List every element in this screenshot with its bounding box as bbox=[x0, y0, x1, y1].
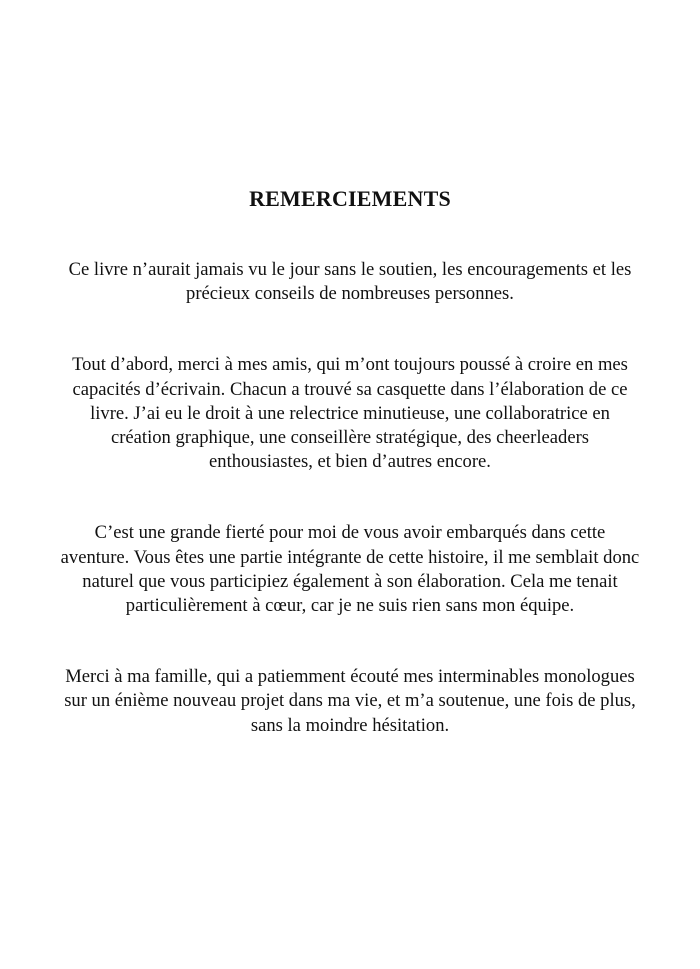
paragraph-family: Merci à ma famille, qui a patiemment écouté mes interminables monologues sur un énième nouveau projet dans ma vie, et m’a soutenue, une fois de plus, sans la moindre hésitation. bbox=[64, 666, 636, 736]
acknowledgements-body bbox=[60, 258, 640, 785]
paragraph-friends: Tout d’abord, merci à mes amis, qui m’ont toujours poussé à croire en mes capacités d’écrivain. Chacun a trouvé sa casquette dans l’élaboration de ce livre. J’ai eu le droit à une relectrice minutieuse, une collaboratrice en création graphique, une conseillère stratégique, des cheerleaders enthousiastes, et bien d’autres encore. bbox=[72, 354, 628, 473]
paragraph-intro: Ce livre n’aurait jamais vu le jour sans le soutien, les encouragements et les précieux conseils de nombreuses personnes. bbox=[68, 259, 632, 305]
paragraph-team: C’est une grande fierté pour moi de vous avoir embarqués dans cette aventure. Vous êtes une partie intégrante de cette histoire, il me semblait donc naturel que vous participiez également à son élaboration. Cela me tenait particulièrement à cœur, car je ne suis rien sans mon équipe. bbox=[60, 522, 640, 617]
page-title: REMERCIEMENTS bbox=[249, 186, 451, 211]
